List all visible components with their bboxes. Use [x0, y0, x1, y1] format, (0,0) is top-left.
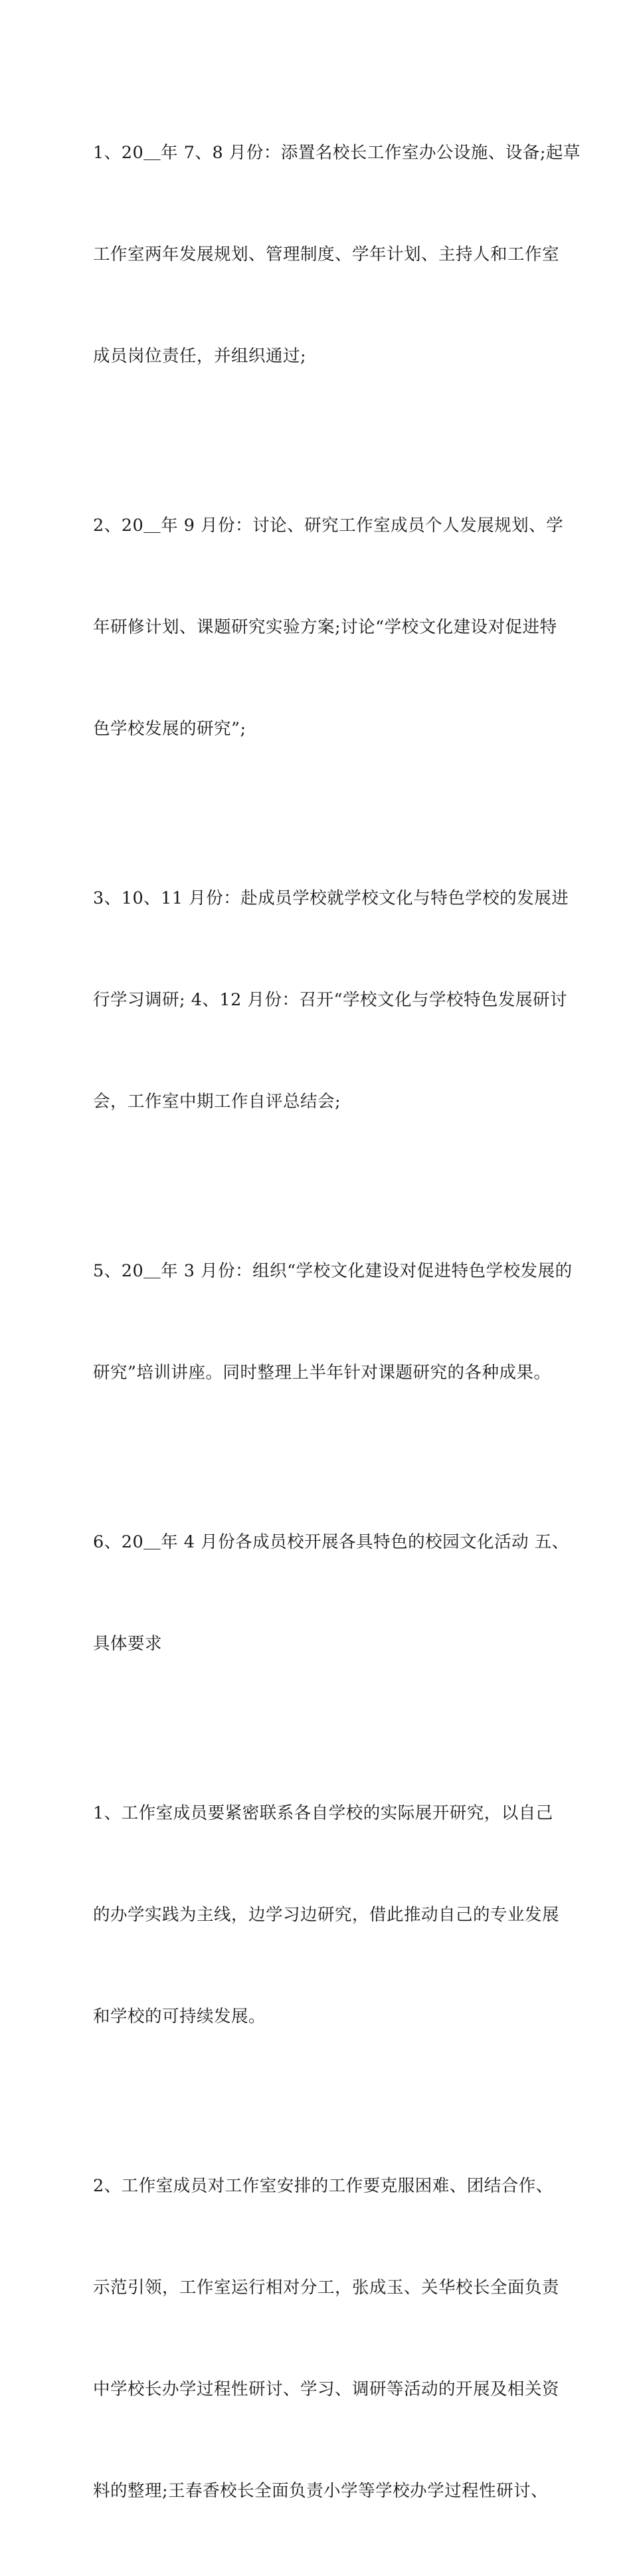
- text-line: 工作室两年发展规划、管理制度、学年计划、主持人和工作室: [93, 245, 560, 264]
- text-line: 研究”培训讲座。同时整理上半年针对课题研究的各种成果。: [93, 1363, 551, 1383]
- text-line: 6、20＿年 4 月份各成员校开展各具特色的校园文化活动 五、: [93, 1532, 569, 1552]
- paragraph-schedule-6: [93, 1458, 569, 1729]
- text-line: 会，工作室中期工作自评总结会;: [93, 1092, 341, 1112]
- text-line: 成员岗位责任，并组织通过;: [93, 346, 307, 366]
- paragraph-schedule-5: [93, 1187, 573, 1458]
- text-line: 1、20＿年 7、8 月份：添置名校长工作室办公设施、设备;起草: [93, 143, 581, 163]
- text-line: 行学习调研; 4、12 月份：召开“学校文化与学校特色发展研讨: [93, 990, 568, 1010]
- text-line: 料的整理;王春香校长全面负责小学等学校办学过程性研讨、: [93, 2481, 549, 2501]
- text-line: 2、工作室成员对工作室安排的工作要克服困难、团结合作、: [93, 2176, 553, 2196]
- text-line: 色学校发展的研究”;: [93, 719, 246, 739]
- text-line: 具体要求: [93, 1634, 163, 1654]
- text-line: 5、20＿年 3 月份：组织“学校文化建设对促进特色学校发展的: [93, 1261, 573, 1281]
- text-line: 示范引领，工作室运行相对分工，张成玉、关华校长全面负责: [93, 2278, 560, 2298]
- paragraph-requirement-2: [93, 2102, 560, 2576]
- paragraph-schedule-2: [93, 441, 564, 814]
- text-line: 中学校长办学过程性研讨、学习、调研等活动的开展及相关资: [93, 2379, 560, 2399]
- text-line: 1、工作室成员要紧密联系各自学校的实际展开研究，以自己: [93, 1803, 553, 1823]
- text-line: 和学校的可持续发展。: [93, 2007, 266, 2027]
- paragraph-schedule-1: [93, 68, 581, 441]
- text-line: 年研修计划、课题研究实验方案;讨论“学校文化建设对促进特: [93, 617, 557, 637]
- document-body: [93, 68, 581, 2576]
- paragraph-schedule-3: [93, 814, 569, 1187]
- text-line: 的办学实践为主线，边学习边研究，借此推动自己的专业发展: [93, 1905, 560, 1925]
- text-line: 2、20＿年 9 月份：讨论、研究工作室成员个人发展规划、学: [93, 516, 564, 536]
- paragraph-requirement-1: [93, 1729, 560, 2102]
- text-line: 3、10、11 月份：赴成员学校就学校文化与特色学校的发展进: [93, 888, 569, 908]
